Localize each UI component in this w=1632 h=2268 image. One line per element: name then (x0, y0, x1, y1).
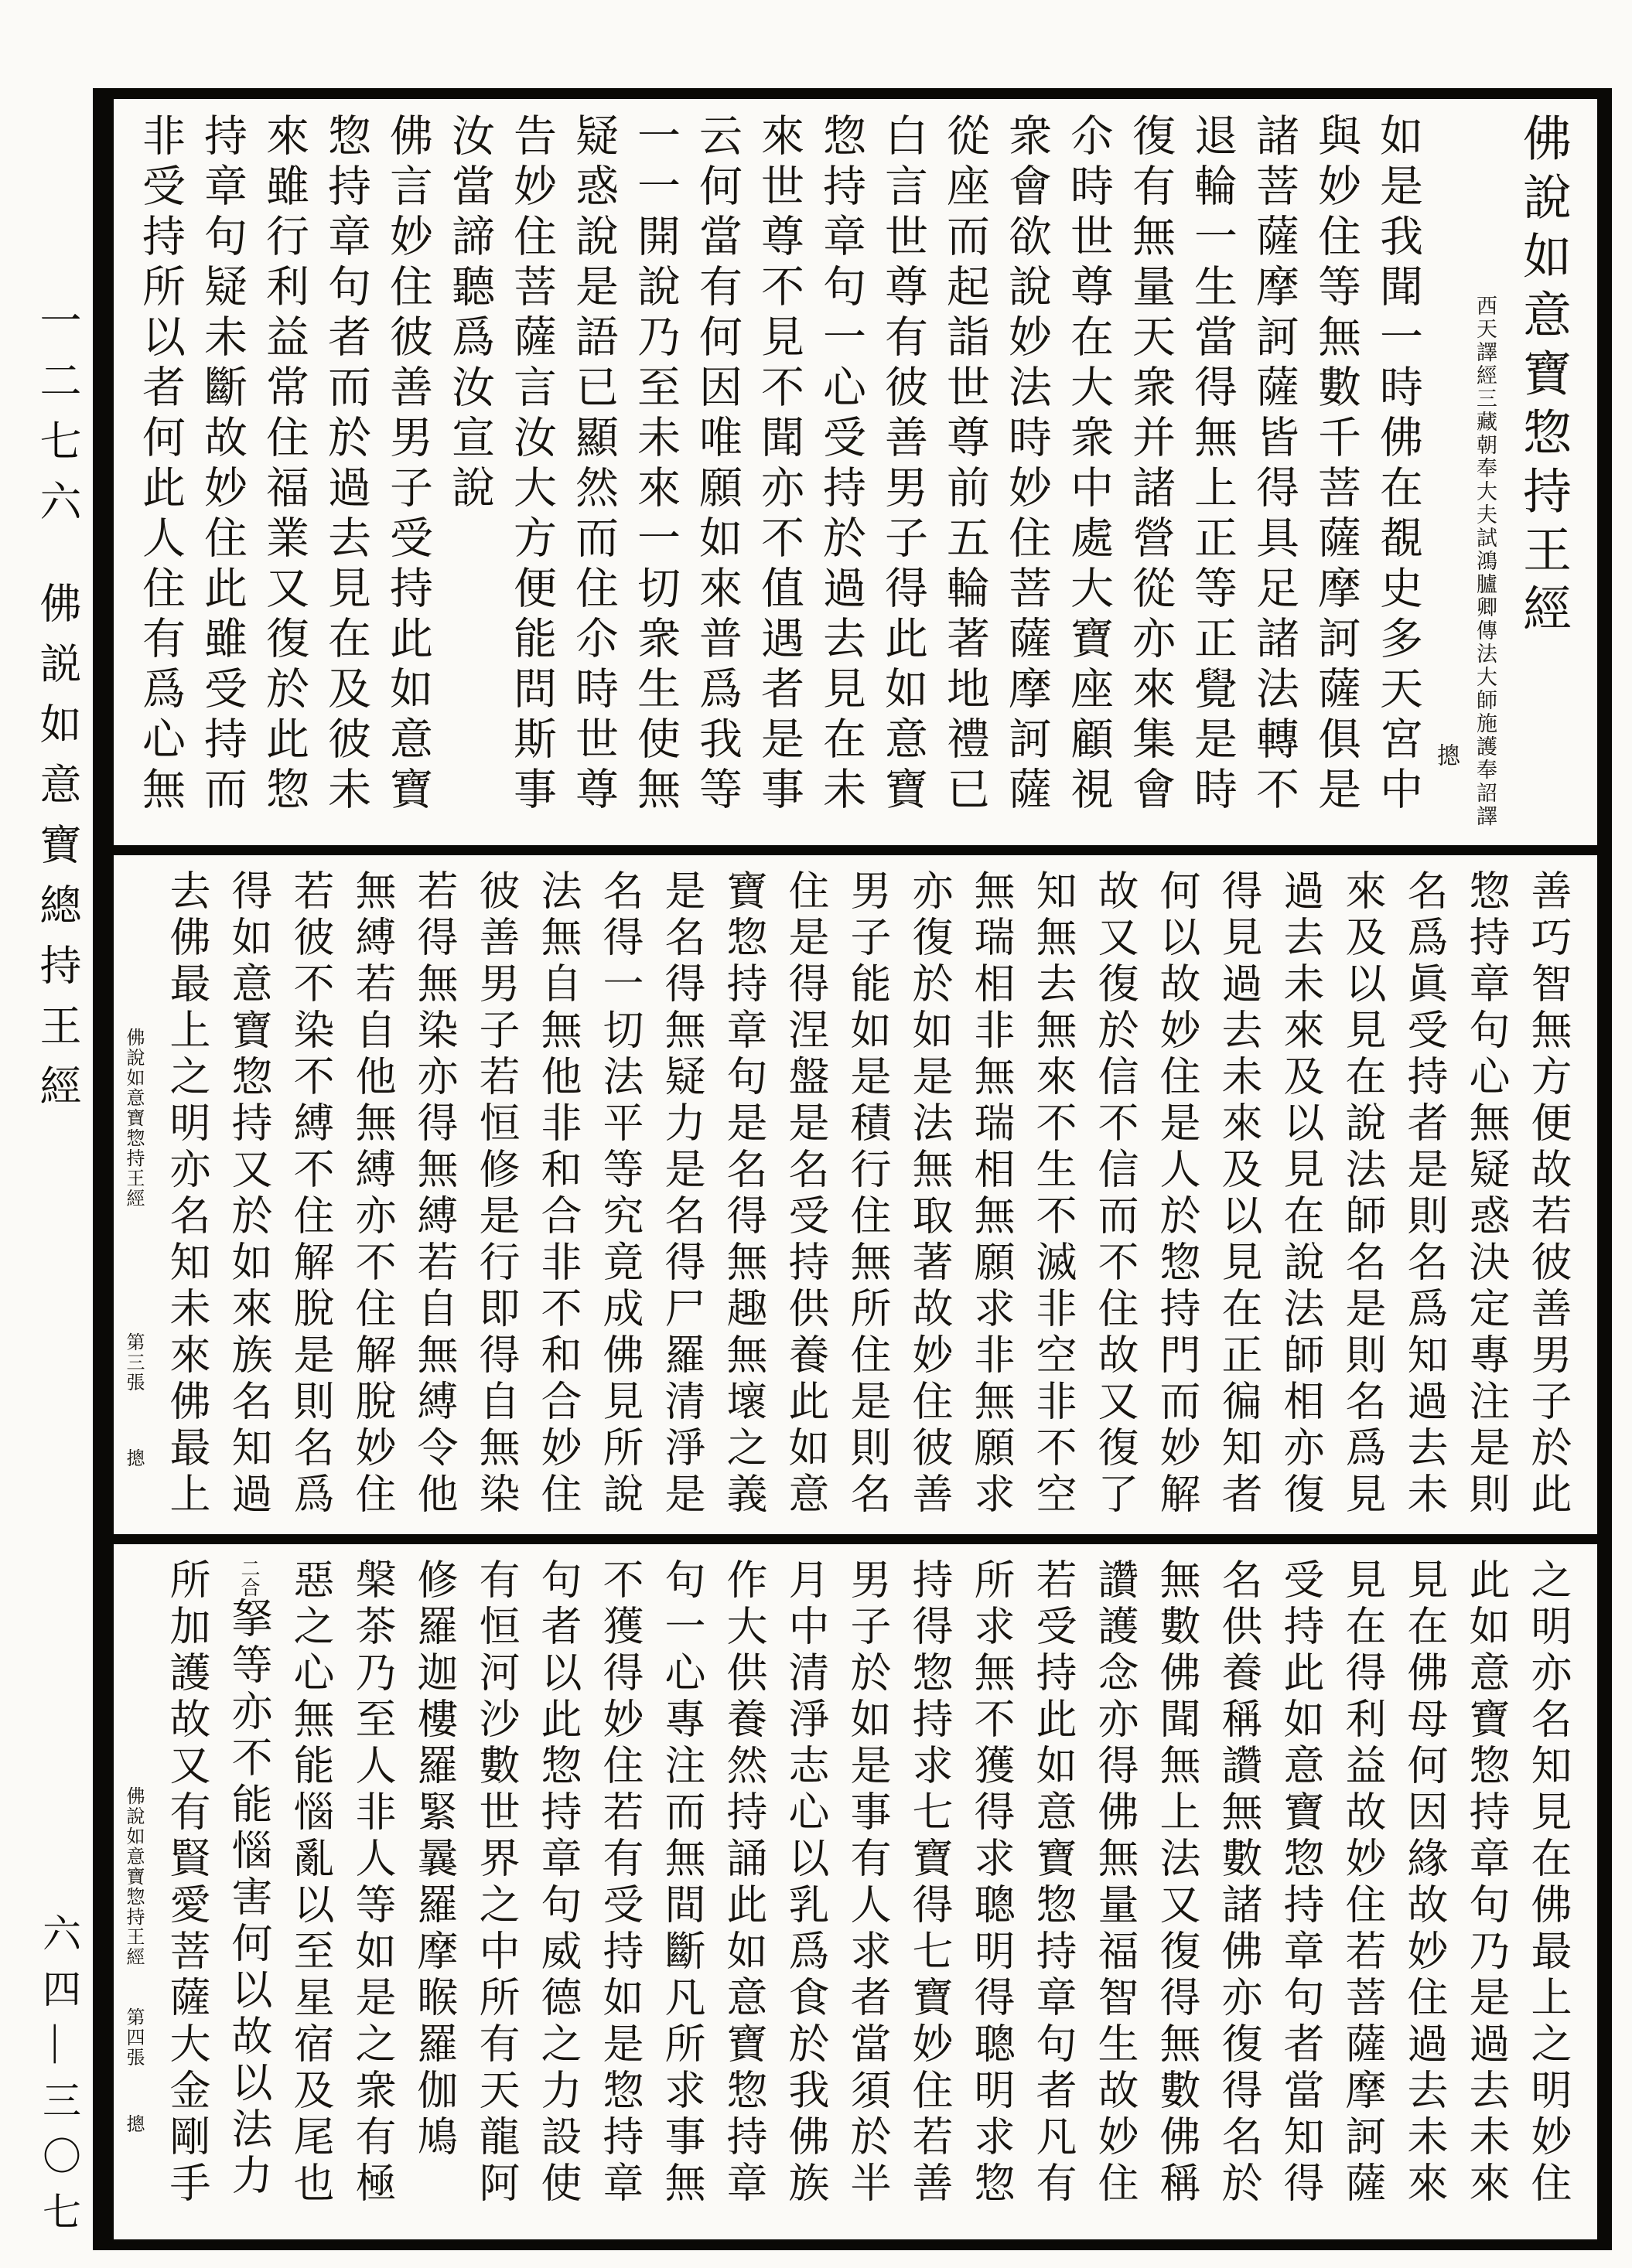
sutra-text-column: 法無自無他非和合非不和合妙住 (535, 869, 580, 1519)
margin-note-title: 佛說如意寶惣持王經 (123, 1028, 143, 1209)
text-frame (93, 88, 1612, 2250)
sutra-text-column: 見在得利益故妙住若菩薩摩訶薩 (1340, 1558, 1384, 2208)
sutra-text-column: 惣持章句者而於過去見在及彼未 (322, 113, 370, 817)
sutra-text-column: 若受持此如意寶惣持章句者凡有 (1030, 1558, 1075, 2208)
sutra-text-column: 疑惑說是語已顯然而住尒時世尊 (569, 113, 617, 817)
sutra-text-column: 此如意寶惣持章句乃是過去未來 (1463, 1558, 1508, 2208)
sutra-text-column: 句一心專注而無間斷凡所求事無 (659, 1558, 704, 2208)
sutra-text-column: 二合拏等亦不能惱害何以故以法力 (226, 1558, 271, 2200)
sutra-text-column: 有恒河沙數世界之中所有天龍阿 (473, 1558, 518, 2208)
sheet-number-label: 第四張 (123, 2007, 143, 2068)
volume-label (28, 298, 87, 1124)
sheet-divider-1 (114, 845, 1597, 855)
sheet-number-label: 第三張 (123, 1332, 143, 1393)
sutra-text-column: 寶惣持章句是名得無趣無壞之義 (721, 869, 766, 1519)
sutra-text-column: 修羅迦樓羅緊曩羅摩睺羅伽鳩 (411, 1558, 456, 2161)
sutra-title-column: 佛說如意寶惣持王經 (1516, 113, 1570, 642)
sheet-1 (114, 99, 1597, 845)
volume-number: 一二七六 (34, 298, 80, 540)
page-number: 六四—三〇七 (37, 1913, 80, 2247)
sutra-text-column: 之明亦名知見在佛最上之明妙住 (1525, 1558, 1570, 2208)
collation-mark: 摠 (1433, 743, 1459, 766)
sutra-text-column: 得見過去未來及以見在正徧知者 (1216, 869, 1261, 1519)
sutra-text-column: 故又復於信不信而不住故又復了 (1092, 869, 1137, 1519)
sutra-text-column: 不獲得妙住若有受持如是惣持章 (597, 1558, 642, 2208)
sutra-text-column: 與妙住等無數千菩薩摩訶薩俱是 (1312, 113, 1360, 817)
sheet-margin-note (114, 1558, 155, 2213)
sheet-margin-note (114, 869, 155, 1520)
sutra-text-column: 白言世尊有彼善男子得此如意寶 (879, 113, 927, 817)
text-columns-sheet-3 (155, 1558, 1579, 2213)
margin-sutra-title: 佛説如意寶總持王經 (34, 581, 80, 1124)
sheet-2 (114, 855, 1597, 1534)
sutra-text-column: 槃茶乃至人非人等如是之衆有極 (350, 1558, 394, 2208)
sutra-text-column: 彼善男子若恒修是行即得自無染 (473, 869, 518, 1519)
sheet-3 (114, 1544, 1597, 2227)
margin-note-title: 佛說如意寶惣持王經 (123, 1786, 143, 1967)
sutra-text-column: 男子於如是事有人求者當須於半 (845, 1558, 889, 2208)
sutra-text-column: 來雖行利益常住福業又復於此惣 (260, 113, 308, 817)
sutra-text-column: 諸菩薩摩訶薩皆得具足諸法轉不 (1250, 113, 1298, 817)
sutra-text-column: 去佛最上之明亦名知未來佛最上 (164, 869, 209, 1519)
sutra-text-column: 得如意寶惣持又於如來族名知過 (226, 869, 271, 1519)
sutra-text-column: 來及以見在說法師名是則名爲見 (1340, 869, 1384, 1519)
sutra-text-column: 佛言妙住彼善男子受持此如意寶 (384, 113, 432, 817)
sutra-text-column: 一一開說乃至未來一切衆生使無 (631, 113, 679, 817)
sutra-text-column: 持章句疑未斷故妙住此雖受持而 (198, 113, 246, 817)
sutra-text-column: 惣持章句一心受持於過去見在未 (817, 113, 865, 817)
sutra-text-column: 亦復於如是法無取著故妙住彼善 (906, 869, 951, 1519)
sutra-text-column: 若得無染亦得無縛若自無縛令他 (411, 869, 456, 1519)
sutra-text-column: 無數佛聞無上法又復得無數佛稱 (1154, 1558, 1199, 2208)
sutra-text-column: 退輪一生當得無上正等正覺是時 (1188, 113, 1236, 817)
sutra-text-column: 衆會欲說妙法時妙住菩薩摩訶薩 (1002, 113, 1050, 817)
sutra-text-column: 名爲眞受持者是則名爲知過去未 (1402, 869, 1446, 1519)
sutra-text-column: 惡之心無能惱亂以至星宿及尾也 (288, 1558, 333, 2208)
sutra-text-column: 名供養稱讚無數諸佛亦復得名於 (1216, 1558, 1261, 2208)
sutra-text-column: 從座而起詣世尊前五輪著地禮已 (941, 113, 988, 817)
sutra-text-column: 名得一切法平等究竟成佛見所說 (597, 869, 642, 1519)
sutra-text-column: 見在佛母何因緣故妙住過去未來 (1402, 1558, 1446, 2208)
sutra-text-column: 持得惣持求七寶得七寶妙住若善 (906, 1558, 951, 2208)
sutra-text-column: 受持此如意寶惣持章句者當知得 (1278, 1558, 1323, 2208)
sutra-text-column: 非受持所以者何此人住有爲心無 (136, 113, 184, 817)
sutra-text-column: 何以故妙住是人於惣持門而妙解 (1154, 869, 1199, 1519)
sutra-text-column: 句者以此惣持章句威德之力設使 (535, 1558, 580, 2208)
sutra-text-column: 汝當諦聽爲汝宣說 (446, 113, 493, 515)
sutra-text-column: 住是得涅盤是名受持供養此如意 (783, 869, 828, 1519)
transliteration-gloss: 二合 (238, 1558, 259, 1597)
case-mark: 摠 (123, 1448, 143, 1468)
sutra-text-column: 善巧智無方便故若彼善男子於此 (1525, 869, 1570, 1519)
sutra-text-column: 月中清淨志心以乳爲食於我佛族 (783, 1558, 828, 2208)
sutra-text-column: 無瑞相非無瑞相無願求非無願求 (968, 869, 1013, 1519)
sutra-text-column: 無縛若自他無縛亦不住解脫妙住 (350, 869, 394, 1519)
sutra-text-column: 如是我聞一時佛在覩史多天宮中 (1374, 113, 1422, 817)
sutra-text-column: 男子能如是積行住無所住是則名 (845, 869, 889, 1519)
sutra-text-column: 復有無量天衆并諸營從亦來集會 (1126, 113, 1174, 817)
sutra-text-column: 來世尊不見不聞亦不值遇者是事 (755, 113, 803, 817)
sutra-text-column: 惣持章句心無疑惑決定專注是則 (1463, 869, 1508, 1519)
sutra-text-column: 所求無不獲得求聰明得聰明求惣 (968, 1558, 1013, 2208)
sutra-text-column: 是名得無疑力是名得尸羅清淨是 (659, 869, 704, 1519)
translator-column: 西天譯經三藏朝奉大夫試鴻臚卿傳法大師施護奉詔譯 (1473, 295, 1497, 828)
sutra-text-column: 讚護念亦得佛無量福智生故妙住 (1092, 1558, 1137, 2208)
sutra-text-column: 尒時世尊在大衆中處大寶座顧視 (1064, 113, 1112, 817)
sutra-text-column: 若彼不染不縛不住解脫是則名爲 (288, 869, 333, 1519)
sheet-divider-2 (114, 1534, 1597, 1544)
text-columns-sheet-1 (129, 113, 1429, 831)
case-mark: 摠 (123, 2114, 143, 2134)
sutra-text-column: 云何當有何因唯願如來普爲我等 (693, 113, 741, 817)
sutra-text-column: 過去未來及以見在說法師相亦復 (1278, 869, 1323, 1519)
sutra-text-column: 作大供養然持誦此如意寶惣持章 (721, 1558, 766, 2208)
sutra-text-column: 告妙住菩薩言汝大方便能問斯事 (507, 113, 555, 817)
sutra-text-column: 所加護故又有賢愛菩薩大金剛手 (164, 1558, 209, 2208)
text-columns-sheet-2 (155, 869, 1579, 1520)
sutra-text-column: 知無去無來不生不滅非空非不空 (1030, 869, 1075, 1519)
